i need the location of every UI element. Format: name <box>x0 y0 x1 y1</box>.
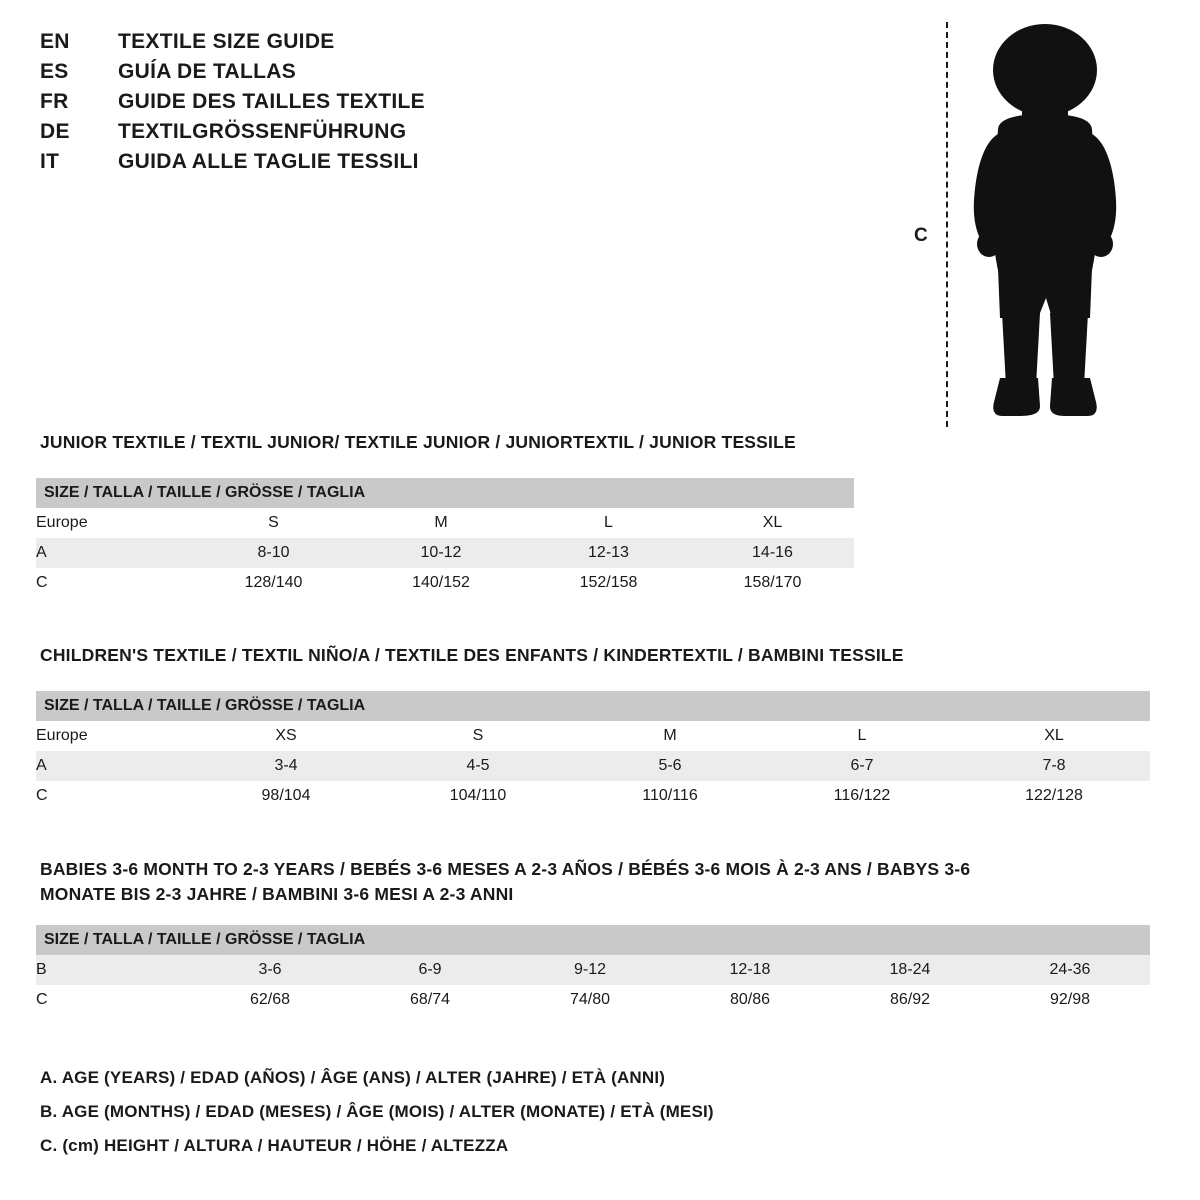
language-code: ES <box>40 60 69 83</box>
language-code: EN <box>40 30 70 53</box>
table-header-row <box>36 925 1150 955</box>
cell-value: 128/140 <box>191 568 356 598</box>
junior-size-table <box>36 478 854 598</box>
row-label: C <box>36 568 191 598</box>
table-row <box>36 985 1150 1015</box>
cell-value: 116/122 <box>766 781 958 811</box>
cell-value: XS <box>190 721 382 751</box>
cell-value: 8-10 <box>191 538 356 568</box>
cell-value: 6-9 <box>350 955 510 985</box>
language-row <box>40 150 660 174</box>
cell-value: 3-4 <box>190 751 382 781</box>
cell-value: 12-13 <box>526 538 691 568</box>
cell-value: 9-12 <box>510 955 670 985</box>
table-row <box>36 568 854 598</box>
cell-value: 6-7 <box>766 751 958 781</box>
cell-value: L <box>766 721 958 751</box>
language-title: GUIDE DES TAILLES TEXTILE <box>118 90 425 113</box>
language-title-block <box>40 30 660 180</box>
language-code: IT <box>40 150 60 173</box>
row-label: A <box>36 751 190 781</box>
row-label: B <box>36 955 190 985</box>
language-row <box>40 90 660 114</box>
legend-line-c: C. (cm) HEIGHT / ALTURA / HAUTEUR / HÖHE / ALTEZZA <box>40 1136 509 1155</box>
cell-value: S <box>382 721 574 751</box>
legend-line-b: B. AGE (MONTHS) / EDAD (MESES) / ÂGE (MOIS) / ALTER (MONATE) / ETÀ (MESI) <box>40 1102 714 1121</box>
legend-line-a: A. AGE (YEARS) / EDAD (AÑOS) / ÂGE (ANS) / ALTER (JAHRE) / ETÀ (ANNI) <box>40 1068 666 1087</box>
section-title-children: CHILDREN'S TEXTILE / TEXTIL NIÑO/A / TEXTILE DES ENFANTS / KINDERTEXTIL / BAMBINI TESSILE <box>40 645 904 665</box>
children-size-table <box>36 691 1150 811</box>
row-label: Europe <box>36 721 190 751</box>
cell-value: XL <box>958 721 1150 751</box>
cell-value: 122/128 <box>958 781 1150 811</box>
cell-value: 68/74 <box>350 985 510 1015</box>
cell-value: 74/80 <box>510 985 670 1015</box>
cell-value: 158/170 <box>691 568 854 598</box>
table-header-row <box>36 478 854 508</box>
cell-value: 5-6 <box>574 751 766 781</box>
table-row <box>36 781 1150 811</box>
table-header-label: SIZE / TALLA / TAILLE / GRÖSSE / TAGLIA <box>36 691 1150 721</box>
language-row <box>40 120 660 144</box>
toddler-silhouette-icon <box>940 18 1150 438</box>
table-header-label: SIZE / TALLA / TAILLE / GRÖSSE / TAGLIA <box>36 478 854 508</box>
cell-value: 110/116 <box>574 781 766 811</box>
cell-value: 10-12 <box>356 538 526 568</box>
table-row <box>36 751 1150 781</box>
language-title: TEXTILGRÖSSENFÜHRUNG <box>118 120 407 143</box>
cell-value: 98/104 <box>190 781 382 811</box>
table-header-row <box>36 691 1150 721</box>
language-code: FR <box>40 90 69 113</box>
row-label: A <box>36 538 191 568</box>
cell-value: S <box>191 508 356 538</box>
cell-value: L <box>526 508 691 538</box>
child-figure <box>900 10 1170 430</box>
cell-value: 86/92 <box>830 985 990 1015</box>
cell-value: 14-16 <box>691 538 854 568</box>
row-label: Europe <box>36 508 191 538</box>
cell-value: 4-5 <box>382 751 574 781</box>
cell-value: 92/98 <box>990 985 1150 1015</box>
cell-value: 24-36 <box>990 955 1150 985</box>
language-title: GUIDA ALLE TAGLIE TESSILI <box>118 150 419 173</box>
table-header-label: SIZE / TALLA / TAILLE / GRÖSSE / TAGLIA <box>36 925 1150 955</box>
table-row <box>36 721 1150 751</box>
language-row <box>40 30 660 54</box>
cell-value: XL <box>691 508 854 538</box>
babies-size-table <box>36 925 1150 1015</box>
table-row <box>36 538 854 568</box>
section-title-babies: BABIES 3-6 MONTH TO 2-3 YEARS / BEBÉS 3-6 MESES A 2-3 AÑOS / BÉBÉS 3-6 MOIS À 2-3 ANS / BABYS 3-6 MONATE BIS 2-3 JAHRE / BAMBINI 3-6 MESI A 2-3 ANNI <box>40 859 971 905</box>
cell-value: 152/158 <box>526 568 691 598</box>
language-title: TEXTILE SIZE GUIDE <box>118 30 335 53</box>
language-row <box>40 60 660 84</box>
height-marker-label: C <box>914 225 928 246</box>
row-label: C <box>36 985 190 1015</box>
cell-value: 62/68 <box>190 985 350 1015</box>
legend-block <box>40 1068 1140 1170</box>
table-row <box>36 508 854 538</box>
cell-value: 3-6 <box>190 955 350 985</box>
cell-value: 12-18 <box>670 955 830 985</box>
cell-value: 80/86 <box>670 985 830 1015</box>
cell-value: 7-8 <box>958 751 1150 781</box>
language-title: GUÍA DE TALLAS <box>118 60 297 83</box>
table-row <box>36 955 1150 985</box>
cell-value: 140/152 <box>356 568 526 598</box>
cell-value: 18-24 <box>830 955 990 985</box>
cell-value: 104/110 <box>382 781 574 811</box>
language-code: DE <box>40 120 70 143</box>
row-label: C <box>36 781 190 811</box>
cell-value: M <box>574 721 766 751</box>
cell-value: M <box>356 508 526 538</box>
section-title-junior: JUNIOR TEXTILE / TEXTIL JUNIOR/ TEXTILE JUNIOR / JUNIORTEXTIL / JUNIOR TESSILE <box>40 432 796 452</box>
